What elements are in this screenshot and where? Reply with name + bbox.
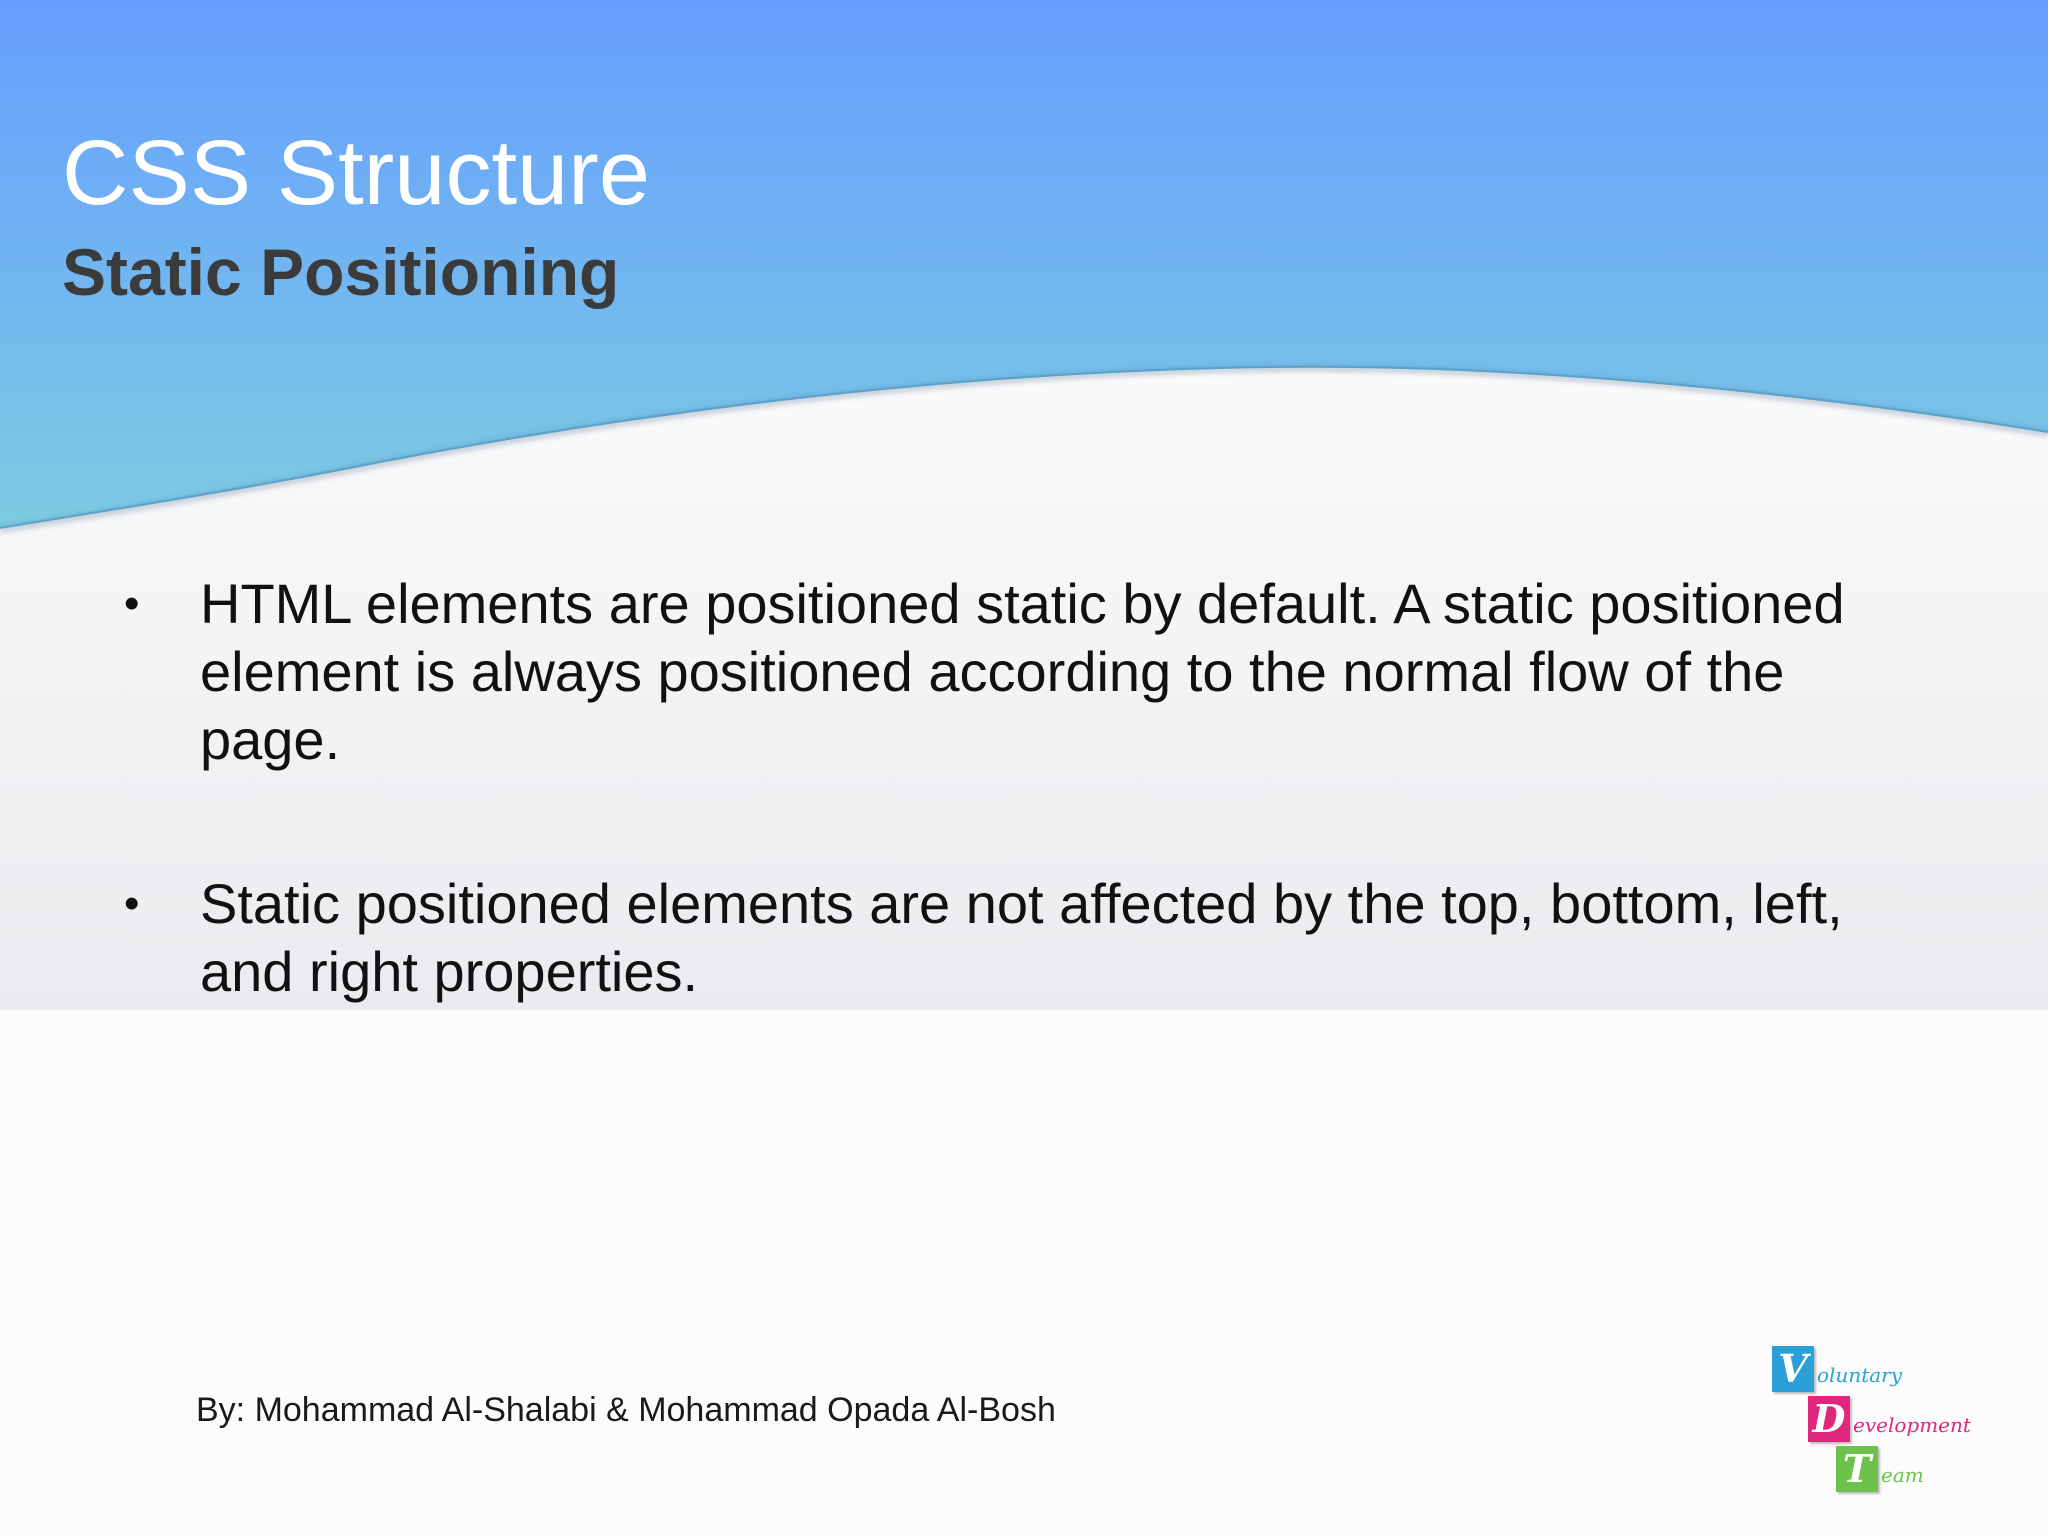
bullet-item: [120, 870, 1920, 1006]
logo-letter-d: D: [1808, 1396, 1850, 1442]
logo-row-development: [1808, 1394, 1971, 1442]
bullet-text: HTML elements are positioned static by default. A static positioned element is always positioned according to the normal flow of the page.: [200, 572, 1845, 771]
logo-word-team: eam: [1881, 1463, 1924, 1487]
slide-title: CSS Structure: [62, 122, 650, 224]
bullet-list: [120, 570, 1920, 1006]
logo-word-development: evelopment: [1853, 1413, 1971, 1437]
author-credit: By: Mohammad Al-Shalabi & Mohammad Opada Al-Bosh: [196, 1391, 1056, 1429]
logo-row-team: [1836, 1444, 1924, 1492]
logo-letter-t: T: [1836, 1446, 1878, 1492]
slide-subtitle: Static Positioning: [62, 235, 620, 309]
logo-letter-v: V: [1772, 1346, 1814, 1392]
bullet-item: [120, 570, 1920, 774]
logo-word-voluntary: oluntary: [1817, 1363, 1903, 1387]
bullet-icon: •: [124, 579, 140, 628]
bullet-icon: •: [124, 879, 140, 928]
bullet-text: Static positioned elements are not affected by the top, bottom, left, and right properties.: [200, 872, 1843, 1003]
voluntary-development-team-logo: [1768, 1344, 1988, 1504]
logo-row-voluntary: [1772, 1344, 1902, 1392]
